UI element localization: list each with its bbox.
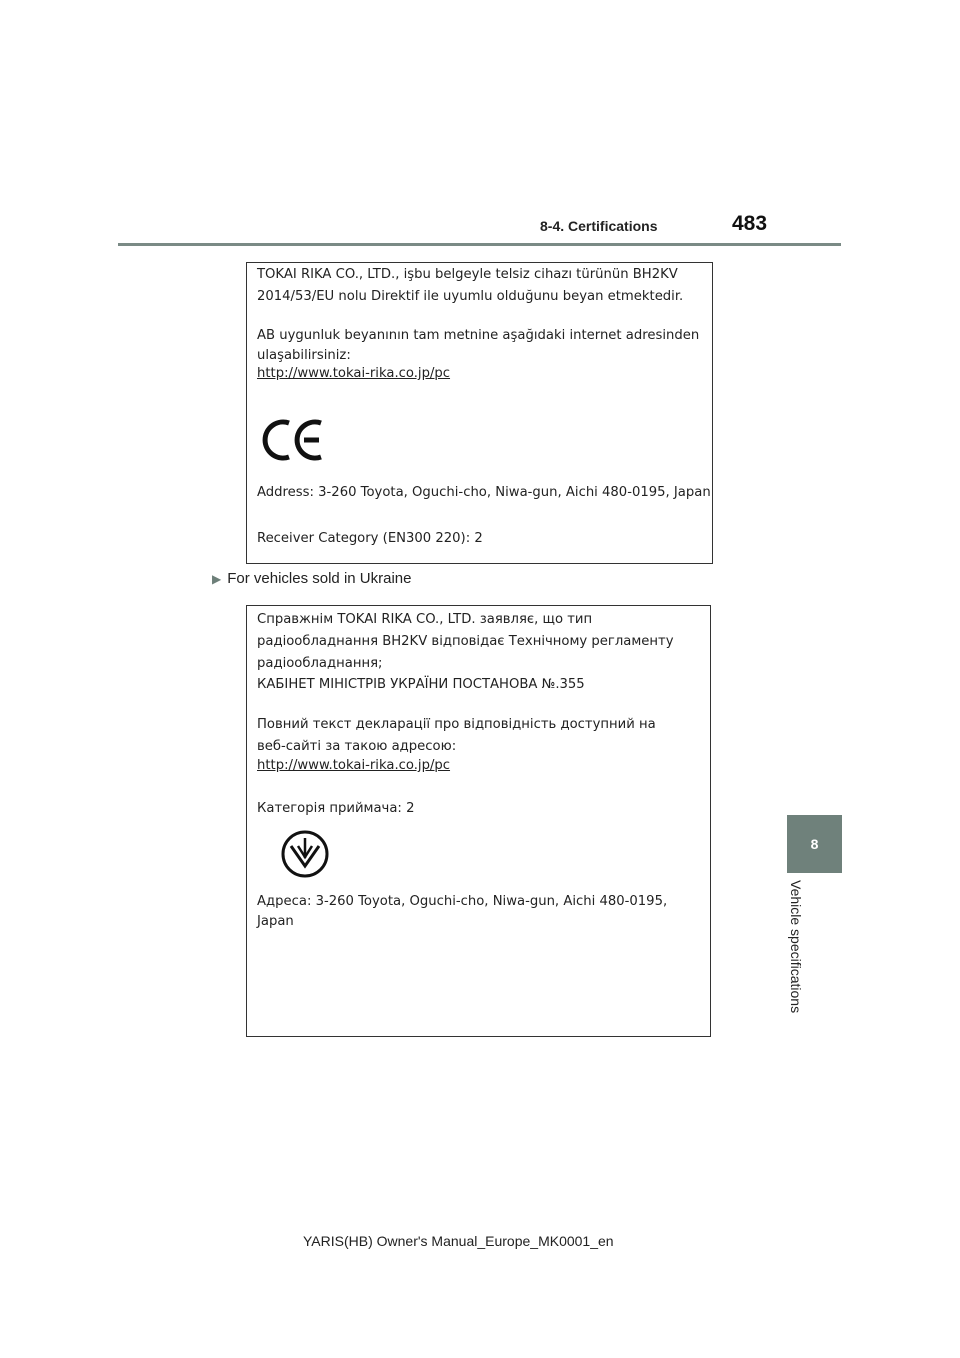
chapter-tab: 8 [787, 815, 842, 873]
footer-text: YARIS(HB) Owner's Manual_Europe_MK0001_en [303, 1233, 614, 1249]
ukraine-subheading [212, 570, 411, 587]
section-title: 8-4. Certifications [540, 218, 658, 234]
ukrainian-conformity-mark-icon [279, 828, 331, 880]
ukraine-receiver-category: Категорія приймача: 2 [257, 801, 415, 816]
turkey-line-4: ulaşabilirsiniz: [257, 348, 351, 363]
turkey-receiver-category: Receiver Category (EN300 220): 2 [257, 531, 483, 546]
turkey-line-3: AB uygunluk beyanının tam metnine aşağıdaki internet adresinden [257, 328, 700, 343]
ukraine-address-line-2: Japan [257, 914, 294, 929]
turkey-certification-box [246, 262, 713, 564]
ukraine-certification-box [246, 605, 711, 1037]
turkey-line-1: TOKAI RIKA CO., LTD., işbu belgeyle telsiz cihazı türünün BH2KV [257, 267, 678, 282]
header-divider [118, 243, 841, 246]
page-number: 483 [732, 212, 768, 235]
ukraine-line-5: Повний текст декларації про відповідність доступний на [257, 717, 656, 732]
ukraine-line-2: радіообладнання BH2KV відповідає Технічному регламенту [257, 634, 674, 649]
turkey-address: Address: 3-260 Toyota, Oguchi-cho, Niwa-gun, Aichi 480-0195, Japan [257, 485, 711, 500]
turkey-url-link[interactable]: http://www.tokai-rika.co.jp/pc [257, 366, 451, 381]
ukraine-line-3: радіообладнання; [257, 656, 383, 671]
triangle-bullet-icon: ▶ [212, 572, 222, 586]
ce-mark-icon [259, 415, 329, 465]
chapter-label [786, 880, 806, 1030]
ukraine-line-6: веб-сайті за такою адресою: [257, 739, 457, 754]
chapter-label-text: Vehicle specifications [788, 880, 804, 1014]
ukraine-url-link[interactable]: http://www.tokai-rika.co.jp/pc [257, 758, 451, 773]
ukraine-line-4: КАБІНЕТ МІНІСТРІВ УКРАЇНИ ПОСТАНОВА №.355 [257, 677, 585, 692]
ukraine-line-1: Справжнім TOKAI RIKA CO., LTD. заявляє, що тип [257, 612, 593, 627]
ukraine-address-line-1: Адреса: 3-260 Toyota, Oguchi-cho, Niwa-gun, Aichi 480-0195, [257, 894, 668, 909]
turkey-line-2: 2014/53/EU nolu Direktif ile uyumlu olduğunu beyan etmektedir. [257, 289, 684, 304]
ukraine-subheading-text: For vehicles sold in Ukraine [227, 570, 412, 587]
